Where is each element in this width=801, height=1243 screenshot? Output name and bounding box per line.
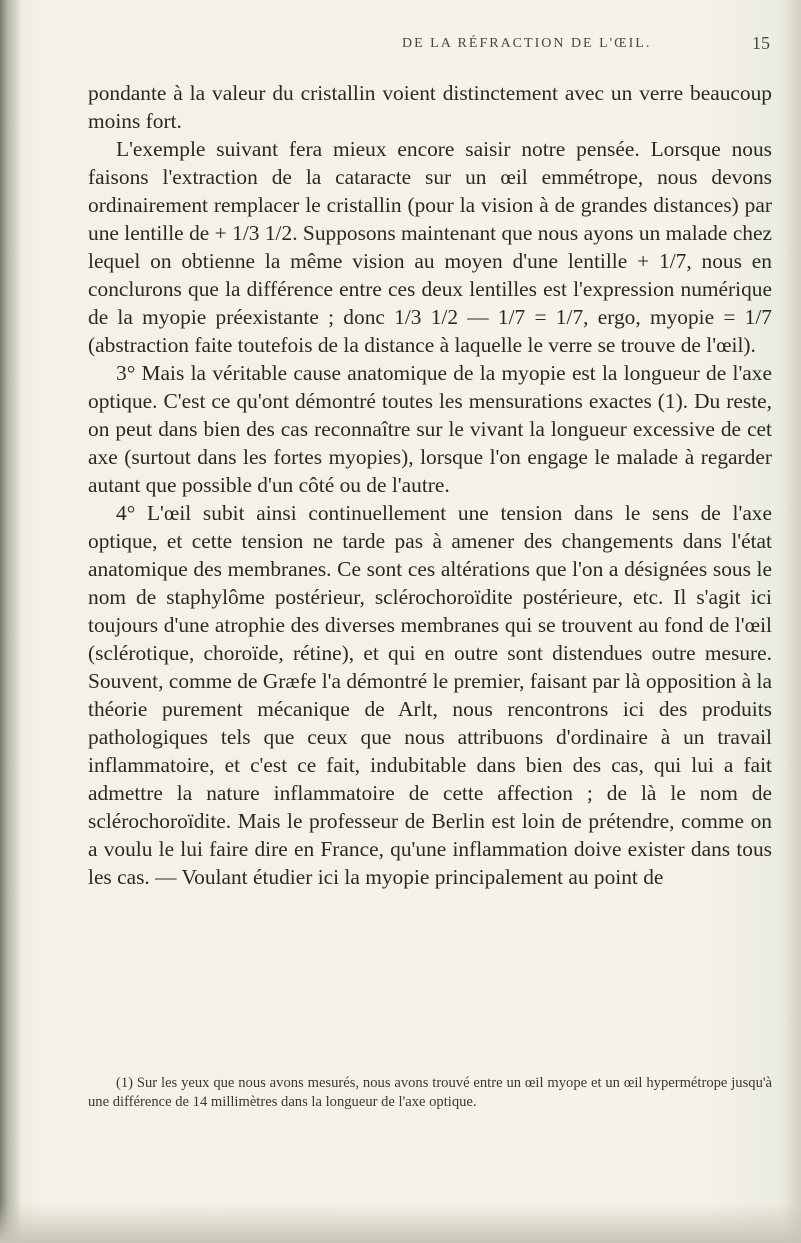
binding-shadow: [0, 0, 22, 1243]
paragraph: 4° L'œil subit ainsi continuellement une tension dans le sens de l'axe optique, et cette tension ne tarde pas à amener des changements dans l'état anatomique des membranes. Ce sont ces altérations que l'on a désignées sous le nom de staphylôme postérieur, sclérochoroïdite postérieure, etc. Il s'agit ici toujours d'une atrophie des diverses membranes qui se trouvent au fond de l'œil (sclérotique, choroïde, rétine), et qui en outre sont distendues outre mesure. Souvent, comme de Græfe l'a démontré le premier, faisant par là opposition à la théorie purement mécanique de Arlt, nous rencontrons ici des produits pathologiques tels que ceux que nous attribuons d'ordinaire à un travail inflammatoire, et c'est ce fait, indubitable dans bien des cas, qui lui a fait admettre la nature inflammatoire de cette affection ; de là le nom de sclérochoroïdite. Mais le professeur de Berlin est loin de prétendre, comme on a voulu le lui faire dire en France, qu'une inflammation doive exister dans tous les cas. — Voulant étudier ici la myopie principalement au point de: [88, 501, 772, 889]
paragraph: 3° Mais la véritable cause anatomique de la myopie est la longueur de l'axe optique. C'est ce qu'ont démontré toutes les mensurations exactes (1). Du reste, on peut dans bien des cas reconnaître sur le vivant la longueur excessive de cet axe (surtout dans les fortes myopies), lorsque l'on engage le malade à regarder autant que possible d'un côté ou de l'autre.: [88, 361, 772, 497]
page-edge: [787, 0, 801, 1243]
paragraph: pondante à la valeur du cristallin voient distinctement avec un verre beaucoup moins fort.: [88, 81, 772, 133]
body-text: [88, 79, 772, 891]
footnote-text: (1) Sur les yeux que nous avons mesurés, nous avons trouvé entre un œil myope et un œil hypermétrope jusqu'à une différence de 14 millimètres dans la longueur de l'axe optique.: [88, 1075, 772, 1110]
footnote: [88, 1074, 772, 1111]
bottom-shadow: [0, 1203, 801, 1243]
running-title: DE LA RÉFRACTION DE L'ŒIL.: [402, 36, 652, 51]
page-number: 15: [752, 33, 770, 53]
page-header: [90, 33, 770, 60]
paragraph: L'exemple suivant fera mieux encore saisir notre pensée. Lorsque nous faisons l'extraction de la cataracte sur un œil emmétrope, nous devons ordinairement remplacer le cristallin (pour la vision à de grandes distances) par une lentille de + 1/3 1/2. Supposons maintenant que nous ayons un malade chez lequel on obtienne la même vision au moyen d'une lentille + 1/7, nous en conclurons que la différence entre ces deux lentilles est l'expression numérique de la myopie préexistante ; donc 1/3 1/2 — 1/7 = 1/7, ergo, myopie = 1/7 (abstraction faite toutefois de la distance à laquelle le verre se trouve de l'œil).: [88, 137, 772, 357]
